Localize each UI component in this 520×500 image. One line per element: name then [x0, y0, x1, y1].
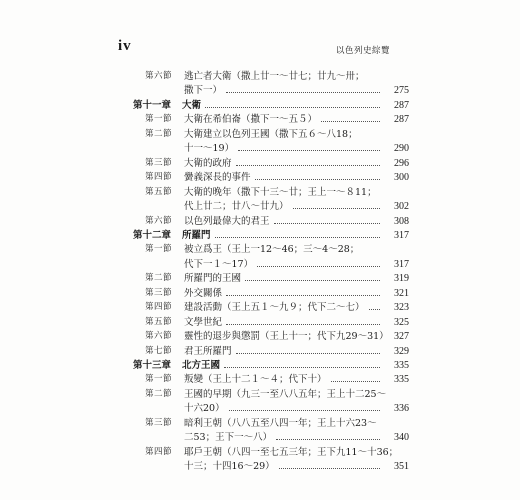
dot-leader	[226, 287, 380, 296]
toc-chapter-entry	[0, 229, 520, 242]
toc-section-entry	[0, 330, 520, 343]
toc-section-entry	[0, 157, 520, 170]
toc-entry-continuation	[0, 460, 520, 473]
page-ref: 335	[394, 360, 409, 371]
entry-title: 建設活動（王上五１～九９；代下二～七）	[184, 302, 365, 314]
section-label: 第二節	[145, 388, 173, 399]
page-ref: 287	[394, 114, 409, 126]
section-label: 第二節	[145, 273, 173, 284]
toc-section-entry	[0, 388, 520, 401]
toc-section-entry	[0, 301, 520, 314]
toc-entry-continuation	[0, 402, 520, 415]
page-ref: 335	[394, 374, 409, 386]
toc-section-entry	[0, 316, 520, 329]
page-ref: 319	[394, 273, 409, 285]
toc-section-entry	[0, 215, 520, 228]
running-head: 以色列史綜覽	[336, 46, 391, 56]
page-ref: 317	[394, 229, 409, 241]
toc-section-entry	[0, 186, 520, 199]
page-ref: 340	[394, 432, 409, 444]
chapter-label: 第十二章	[133, 229, 172, 241]
entry-title: 所羅門	[182, 229, 211, 241]
page-ref: 302	[394, 201, 409, 213]
entry-title-continuation: 代上廿二；廿八～廿九）	[184, 201, 289, 213]
entry-title-continuation: 十六20）	[184, 403, 225, 415]
section-label: 第五節	[145, 186, 173, 197]
page-ref: 323	[394, 302, 409, 314]
chapter-label: 第十三章	[133, 360, 172, 371]
toc-section-entry	[0, 243, 520, 256]
dot-leader	[369, 301, 380, 310]
toc-entry-continuation	[0, 84, 520, 97]
entry-title: 被立爲王（王上一12～46；三～4～28；	[184, 244, 360, 256]
entry-title: 叛變（王上十二１～４；代下十）	[184, 374, 327, 386]
section-label: 第四節	[145, 446, 173, 457]
page-ref: 327	[394, 331, 409, 343]
entry-title: 黌義深長的事件	[184, 172, 251, 184]
section-label: 第六節	[145, 215, 173, 226]
toc-chapter-entry	[0, 359, 520, 372]
toc-section-entry	[0, 446, 520, 459]
toc-section-entry	[0, 287, 520, 300]
section-label: 第六節	[145, 331, 173, 342]
dot-leader	[279, 460, 380, 469]
dot-leader	[276, 431, 380, 440]
entry-title: 逃亡者大衛（撒上廿一～廿七；廿九～卅；	[184, 71, 365, 82]
entry-title-continuation: 十三；十四16～29）	[184, 461, 275, 473]
entry-title: 大衛的政府	[184, 157, 232, 169]
section-label: 第五節	[145, 316, 173, 327]
page-ref: 308	[394, 215, 409, 227]
dot-leader	[224, 359, 380, 368]
section-label: 第三節	[145, 417, 173, 428]
section-label: 第四節	[145, 172, 173, 183]
toc-section-entry	[0, 417, 520, 430]
section-label: 第三節	[145, 157, 173, 168]
toc-section-entry	[0, 373, 520, 386]
toc-entry-continuation	[0, 200, 520, 213]
entry-title-continuation: 二53；王下一～八）	[184, 432, 273, 444]
entry-title: 所羅門的王國	[184, 273, 242, 285]
dot-leader	[236, 157, 380, 166]
page-ref: 321	[394, 287, 409, 299]
page-ref: 300	[394, 172, 409, 184]
section-label: 第一節	[145, 244, 173, 255]
dot-leader	[257, 258, 380, 267]
entry-title: 大衛在希伯崙（撒下一～五５）	[184, 114, 318, 126]
entry-title: 北方王國	[182, 360, 221, 371]
section-label: 第七節	[145, 345, 173, 356]
entry-title: 大衛建立以色列王國（撒下五６～八18；	[184, 128, 358, 140]
dot-leader	[245, 272, 380, 281]
dot-leader	[331, 373, 380, 382]
entry-title: 耶戶王朝（八四一至七五三年；王下九11～十36；	[184, 446, 399, 458]
entry-title: 文學世紀	[184, 316, 223, 328]
toc-entry-continuation	[0, 258, 520, 271]
section-label: 第一節	[145, 374, 173, 385]
dot-leader	[321, 113, 380, 122]
dot-leader	[255, 171, 380, 180]
entry-title: 君王所羅門	[184, 345, 232, 357]
entry-title-continuation: 代下一１～17）	[184, 258, 254, 270]
toc-section-entry	[0, 345, 520, 358]
entry-title: 外交關係	[184, 287, 223, 299]
toc-entry-continuation	[0, 431, 520, 444]
page-ref: 296	[394, 157, 409, 169]
entry-title: 靈性的退步與懲罰（王上十一；代下九29～31）	[184, 331, 389, 343]
entry-title-continuation: 十一～19）	[184, 143, 235, 155]
dot-leader	[229, 402, 380, 411]
entry-title: 暗利王朝（八八五至八四一年；王上十六23～	[184, 417, 377, 429]
page-ref: 317	[394, 258, 409, 270]
page-ref: 351	[394, 461, 409, 473]
page-ref: 336	[394, 403, 409, 415]
page-number: iv	[118, 38, 132, 54]
page-ref: 290	[394, 143, 409, 155]
dot-leader	[205, 99, 380, 108]
section-label: 第六節	[145, 71, 173, 81]
section-label: 第一節	[145, 114, 173, 125]
dot-leader	[293, 200, 380, 209]
toc-section-entry	[0, 113, 520, 126]
dot-leader	[226, 316, 380, 325]
section-label: 第二節	[145, 128, 173, 139]
dot-leader	[215, 229, 380, 238]
toc-section-entry	[0, 272, 520, 285]
dot-leader	[238, 142, 380, 151]
dot-leader	[226, 84, 380, 93]
toc-section-entry	[0, 128, 520, 141]
toc-section-entry	[0, 171, 520, 184]
dot-leader	[236, 345, 380, 354]
page-ref: 287	[394, 99, 409, 111]
page-ref: 329	[394, 345, 409, 357]
entry-title: 以色列最偉大的君王	[184, 215, 270, 227]
entry-title: 大衛的晚年（撒下十三～廿；王上一～８11；	[184, 186, 377, 198]
entry-title: 王國的早期（九三一至八八五年；王上十二25～	[184, 388, 387, 400]
dot-leader	[274, 215, 380, 224]
chapter-label: 第十一章	[133, 99, 172, 111]
entry-title: 大衛	[182, 99, 202, 111]
page-ref: 325	[394, 316, 409, 328]
toc-chapter-entry	[0, 99, 520, 112]
entry-title-continuation: 撒下一）	[184, 85, 223, 97]
section-label: 第四節	[145, 302, 173, 313]
section-label: 第三節	[145, 287, 173, 298]
toc-section-entry	[0, 70, 520, 83]
toc-entry-continuation	[0, 142, 520, 155]
page-ref: 275	[394, 85, 409, 97]
